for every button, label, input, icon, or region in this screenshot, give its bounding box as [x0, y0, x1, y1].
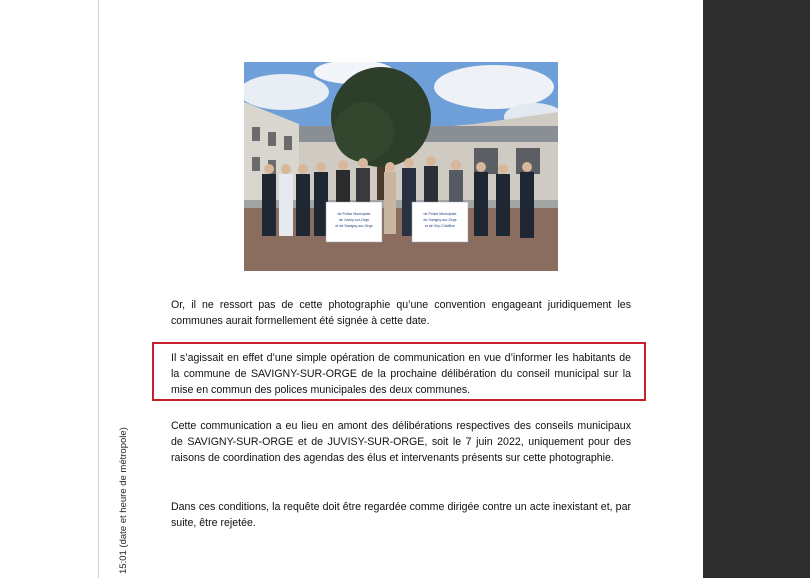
sign-right-line-2: de Savigny-sur-Orge	[423, 218, 457, 222]
viewer-background	[703, 0, 810, 578]
sign-right-line-3: et de Viry-Châtillon	[424, 224, 456, 228]
sign-left-line-1: de Police Municipale	[337, 212, 371, 216]
paragraph-photo-no-convention: Or, il ne ressort pas de cette photographie qu’une convention engageant juridiquement les communes aurait formellement été signée à cette date.	[171, 299, 631, 327]
paragraph-communication-operation: Il s’agissait en effet d’une simple opération de communication en vue d’informer les habitants de la commune de SAVIGNY-SUR-ORGE de la prochaine délibération du conseil municipal sur la mise en commun des polices municipales des deux communes.	[171, 352, 631, 396]
sign-left-line-3: et de Savigny-sur-Orge	[335, 224, 373, 228]
side-timestamp: 15:01 (date et heure de métropole)	[118, 427, 129, 574]
sign-left-line-2: de Juvisy-sur-Orge	[338, 218, 370, 222]
event-photograph	[244, 62, 558, 271]
convention-sign-right	[412, 202, 468, 242]
paragraph-communication-timing: Cette communication a eu lieu en amont des délibérations respectives des conseils municipaux de SAVIGNY-SUR-ORGE et de JUVISY-SUR-ORGE, soit le 7 juin 2022, uniquement pour des raisons de coordination des agendas des élus et intervenants présents sur cette photographie.	[171, 420, 631, 464]
sign-right-line-1: de Police Municipale	[423, 212, 457, 216]
paragraph-conclusion: Dans ces conditions, la requête doit être regardée comme dirigée contre un acte inexistant et, par suite, être rejetée.	[171, 501, 631, 529]
page-left-margin	[0, 0, 98, 578]
convention-sign-left	[326, 202, 382, 242]
page-edge	[98, 0, 99, 578]
